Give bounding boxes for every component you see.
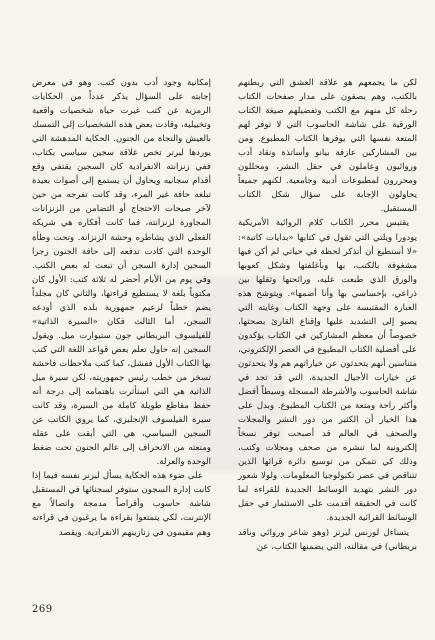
paragraph: إمكانية وجود أدب بدون كتب. وهو في معرض إجابته على السؤال يذكر عدداً من الحكايات الرمزية عن كتب غيرت حياة شخصيات واقعية وتخييلية، وقادت بعض هذه الشخصيات إلى التمسك بالعيش والنجاة من الجنون. الحكاية المدهشة التي يوردها ليرنر تخص علاقة سجين سياسي بكتاب، ففي زنزانته الانفرادية كان السجين يقتفي وقع أقدام سجانيه ويحاول أن يستمع إلى أصوات بعيدة تبلغه حافة غير المرء، وقد كانت تفرجه من حين لآخر صيحات الاحتجاج أو التضامن من الزنزانات المجاورة لزنزانته، فما كانت أفكاره هي شريكه الفعلي الذي يشاطره وحشة الزنزانة. وتحت وطأة الوحدة التي كادت تدفعه إلى حافة الجنون زجرا السجين إدارة السجن أن تبعث له بعض الكتب. وفي يوم من الأيام أحضر له ثلاثة كتب: الأول كان مكتوباً بلغة لا يستطيع قراءتها، والثاني كان مجلداً يضم خطباً لزعيم جمهورية بلده الذي أودعه السجن، أما الثالث فكان «السيرة الذاتية» للفيلسوف البريطاني جون ستيوارت ميل. ويقول السجين إنه حاول تعلم بعض قواعد اللغة التي كتب بها الكتاب الأول ففشل، كما كتب ملاحظات فاحشة تسخر من خطب رئيس جمهوريته، لكن سيرة ميل الذاتية هي التي استأثرت باهتمامه إلى درجة أنه حفظ مقاطع طويلة كاملة من السيرة، وقد كانت سيرة الفيلسوف الإنجليزي، كما يروي الكاتب عن السجين السياسي، هي التي أبقت على عقله ومنعته من الانحراف إلى عالم الجنون تحت ضغط الوحدة والعزلة. <box>32 78 211 468</box>
right-text-column <box>238 76 417 554</box>
left-text-column <box>32 76 211 540</box>
paragraph: يقتبس محرر الكتاب كلام الروائية الأمريكية يودورا ويلتي التي تقول في كتابها «بدايات كاتبة»: «لا أستطيع أن أتذكر لحظة في حياتي لم أكن فيها مشغوفة بالكتب، بها وبأغلفتها وشكل كعوبها والورق الذي طبعت عليه، ورائحتها وثقلها بين ذراعي، بإحساسي بها وأنا أضمها». ويتوشح هذه العبارة المقتبسة على وجهة الكتاب وغايته التي يصبو إلى التشديد عليها وإقناع القارئ بصحتها، خصوصاً أن معظم المشاركين في الكتاب يؤكدون على أفضلية الكتاب المطبوع في العصر الإلكتروني، متناسين أنهم يتحدثون عن خياراتهم هم ولا يتحدثون عن خيارات الأجيال الجديدة، التي قد تجد في شاشة الحاسوب والأشرطة المسجلة وسيطاً أفضل وأكثر راحة ومتعة من الكتاب المطبوع. وبدل على هذا الخيار أن الكثير من دور النشر والمجلات والصحف في العالم قد أصبحت توفر نسخاً إلكترونية لما تنشره من صحف ومجلات وكتب، وذلك كي تتمكن من توسيع دائرة قرائها الذين تتناقص في عصر تكنولوجيا المعلومات. ولولا شعور دور النشر بتهديد الوسائط الجديدة للقراءة لما كانت في الحقيقة أقدمت على الاستثمار في حقل الوسائط القرائية الجديدة. <box>238 218 417 524</box>
paragraph: على ضوء هذه الحكاية يسأل ليرنر نفسه فيما إذا كانت إدارة السجون ستوفر لسجنائها في المستقبل شاشة حاسوب وأقراصاً مدمجة واتصالاً مع الإنترنت، لكي يتمتعوا بقراءة ما يرغبون في قراءته وهم مقيمون في زنازينهم الانفرادية. ويقصد <box>32 471 211 538</box>
page-number: 269 <box>32 604 53 615</box>
paragraph: لكن ما يجمعهم هو علاقة العشق التي ربطتهم بالكتب، وهم يصفون على مدار صفحات الكتاب رحلة كل منهم مع الكتب وتفضيلهم صيغة الكتاب الورقية على شاشة الحاسوب التي لا توفر لهم المتعة نفسها التي يوفرها الكتاب المطبوع. ومن بين المشاركين عازفة بيانو وأساتذة ونقاد أدب وروائيون وعاملون في حقل النشر، ومحللون ومحررون لمطبوعات أدبية وجامعية. لكنهم جميعاً يحاولون الإجابة على سؤال شكل الكتاب المستقبل. <box>238 78 417 215</box>
paragraph: يتساءل لورنس ليرنر (وهو شاعر وروائي وناقد بريطاني) في مقالته، التي يضمنها الكتاب، عن <box>238 527 417 552</box>
